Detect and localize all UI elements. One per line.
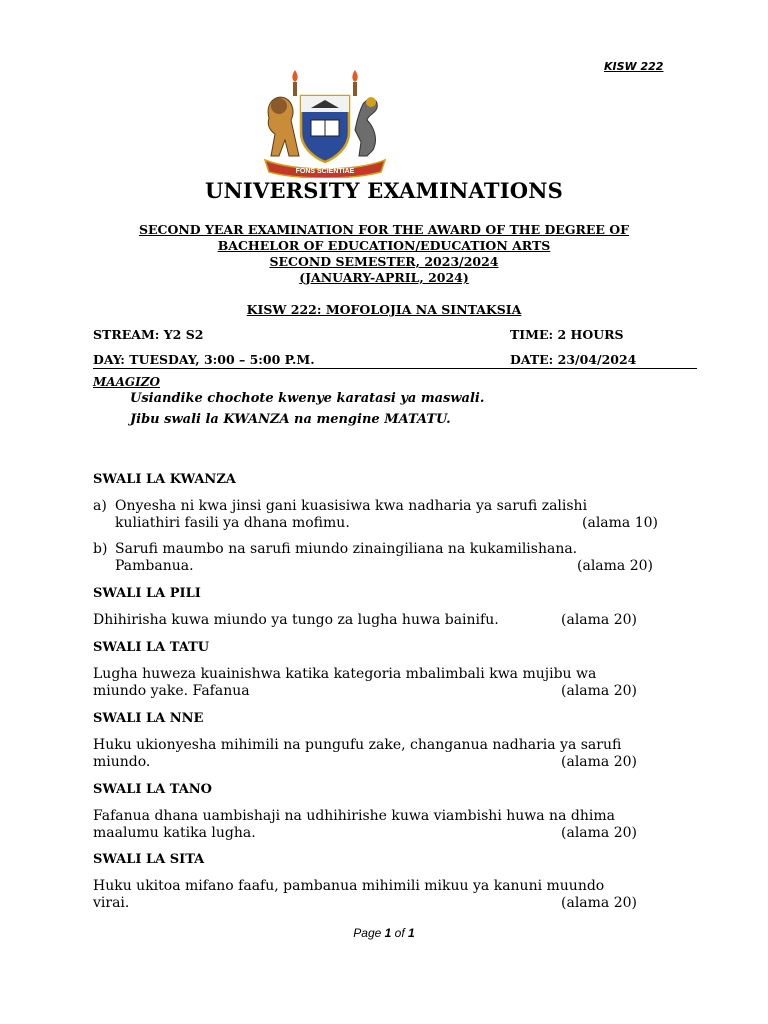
question-5-heading: SWALI LA TANO xyxy=(93,782,212,797)
page-prefix: Page xyxy=(353,926,385,940)
course-code-top: KISW 222 xyxy=(604,60,664,73)
question-5-text xyxy=(93,808,637,842)
page-total: 1 xyxy=(408,926,415,940)
day-label: DAY: TUESDAY, 3:00 – 5:00 P.M. xyxy=(93,352,315,367)
subtitle-line-2: BACHELOR OF EDUCATION/EDUCATION ARTS xyxy=(217,238,551,253)
question-4-text xyxy=(93,737,637,771)
marks-label: (alama 20) xyxy=(561,754,637,770)
marks-label: (alama 20) xyxy=(561,825,637,841)
question-text-line-2: virai. xyxy=(93,895,130,911)
date-label: DATE: 23/04/2024 xyxy=(510,352,637,367)
part-label: b) xyxy=(93,541,108,557)
subtitle-line-1: SECOND YEAR EXAMINATION FOR THE AWARD OF THE DEGREE OF xyxy=(138,222,630,237)
university-crest-logo xyxy=(255,68,395,178)
question-text-line-1: Sarufi maumbo na sarufi miundo zinaingiliana na kukamilishana. xyxy=(115,541,578,557)
question-text-line-2: maalumu katika lugha. xyxy=(93,825,256,841)
header-divider xyxy=(93,368,697,369)
page-title: UNIVERSITY EXAMINATIONS xyxy=(205,178,563,203)
question-4-heading: SWALI LA NNE xyxy=(93,711,204,726)
instruction-line-1: Usiandike chochote kwenye karatasi ya maswali. xyxy=(130,391,485,406)
question-3-heading: SWALI LA TATU xyxy=(93,640,210,655)
stream-label: STREAM: Y2 S2 xyxy=(93,327,204,342)
marks-label: (alama 20) xyxy=(561,895,637,911)
page-of: of xyxy=(391,926,409,940)
marks-label: (alama 20) xyxy=(577,558,653,574)
question-text-line-2: miundo. xyxy=(93,754,151,770)
crest-motto: FONS SCIENTIAE xyxy=(295,168,355,175)
question-1-part-a xyxy=(93,498,658,534)
question-3-text xyxy=(93,666,637,700)
question-2-text xyxy=(93,612,637,629)
time-label: TIME: 2 HOURS xyxy=(510,327,624,342)
page-current: 1 xyxy=(384,926,392,940)
course-title: KISW 222: MOFOLOJIA NA SINTAKSIA xyxy=(246,302,522,317)
question-2-heading: SWALI LA PILI xyxy=(93,586,201,601)
question-1-part-b xyxy=(93,541,653,577)
question-text-line-2: Pambanua. xyxy=(115,558,194,574)
instructions-heading: MAAGIZO xyxy=(93,375,160,389)
question-text-line-2: kuliathiri fasili ya dhana mofimu. xyxy=(115,515,350,531)
question-text-line-1: Lugha huweza kuainishwa katika kategoria mbalimbali kwa mujibu wa xyxy=(93,666,597,682)
marks-label: (alama 10) xyxy=(582,515,658,531)
question-text-line-2: miundo yake. Fafanua xyxy=(93,683,250,699)
question-text-line-1: Huku ukionyesha mihimili na pungufu zake, changanua nadharia ya sarufi xyxy=(93,737,622,753)
instruction-line-2: Jibu swali la KWANZA na mengine MATATU. xyxy=(130,412,451,427)
page-number xyxy=(0,926,768,940)
part-label: a) xyxy=(93,498,107,514)
question-1-heading: SWALI LA KWANZA xyxy=(93,472,236,487)
question-text-line-1: Fafanua dhana uambishaji na udhihirishe kuwa viambishi huwa na dhima xyxy=(93,808,615,824)
marks-label: (alama 20) xyxy=(561,683,637,699)
question-6-heading: SWALI LA SITA xyxy=(93,852,205,867)
subtitle-line-3: SECOND SEMESTER, 2023/2024 xyxy=(269,254,499,269)
marks-label: (alama 20) xyxy=(561,612,637,628)
question-text-line-1: Dhihirisha kuwa miundo ya tungo za lugha huwa bainifu. xyxy=(93,612,499,628)
question-text-line-1: Huku ukitoa mifano faafu, pambanua mihimili mikuu ya kanuni muundo xyxy=(93,878,605,894)
question-6-text xyxy=(93,878,637,912)
subtitle-line-4: (JANUARY-APRIL, 2024) xyxy=(299,270,469,285)
question-text-line-1: Onyesha ni kwa jinsi gani kuasisiwa kwa nadharia ya sarufi zalishi xyxy=(115,498,588,514)
